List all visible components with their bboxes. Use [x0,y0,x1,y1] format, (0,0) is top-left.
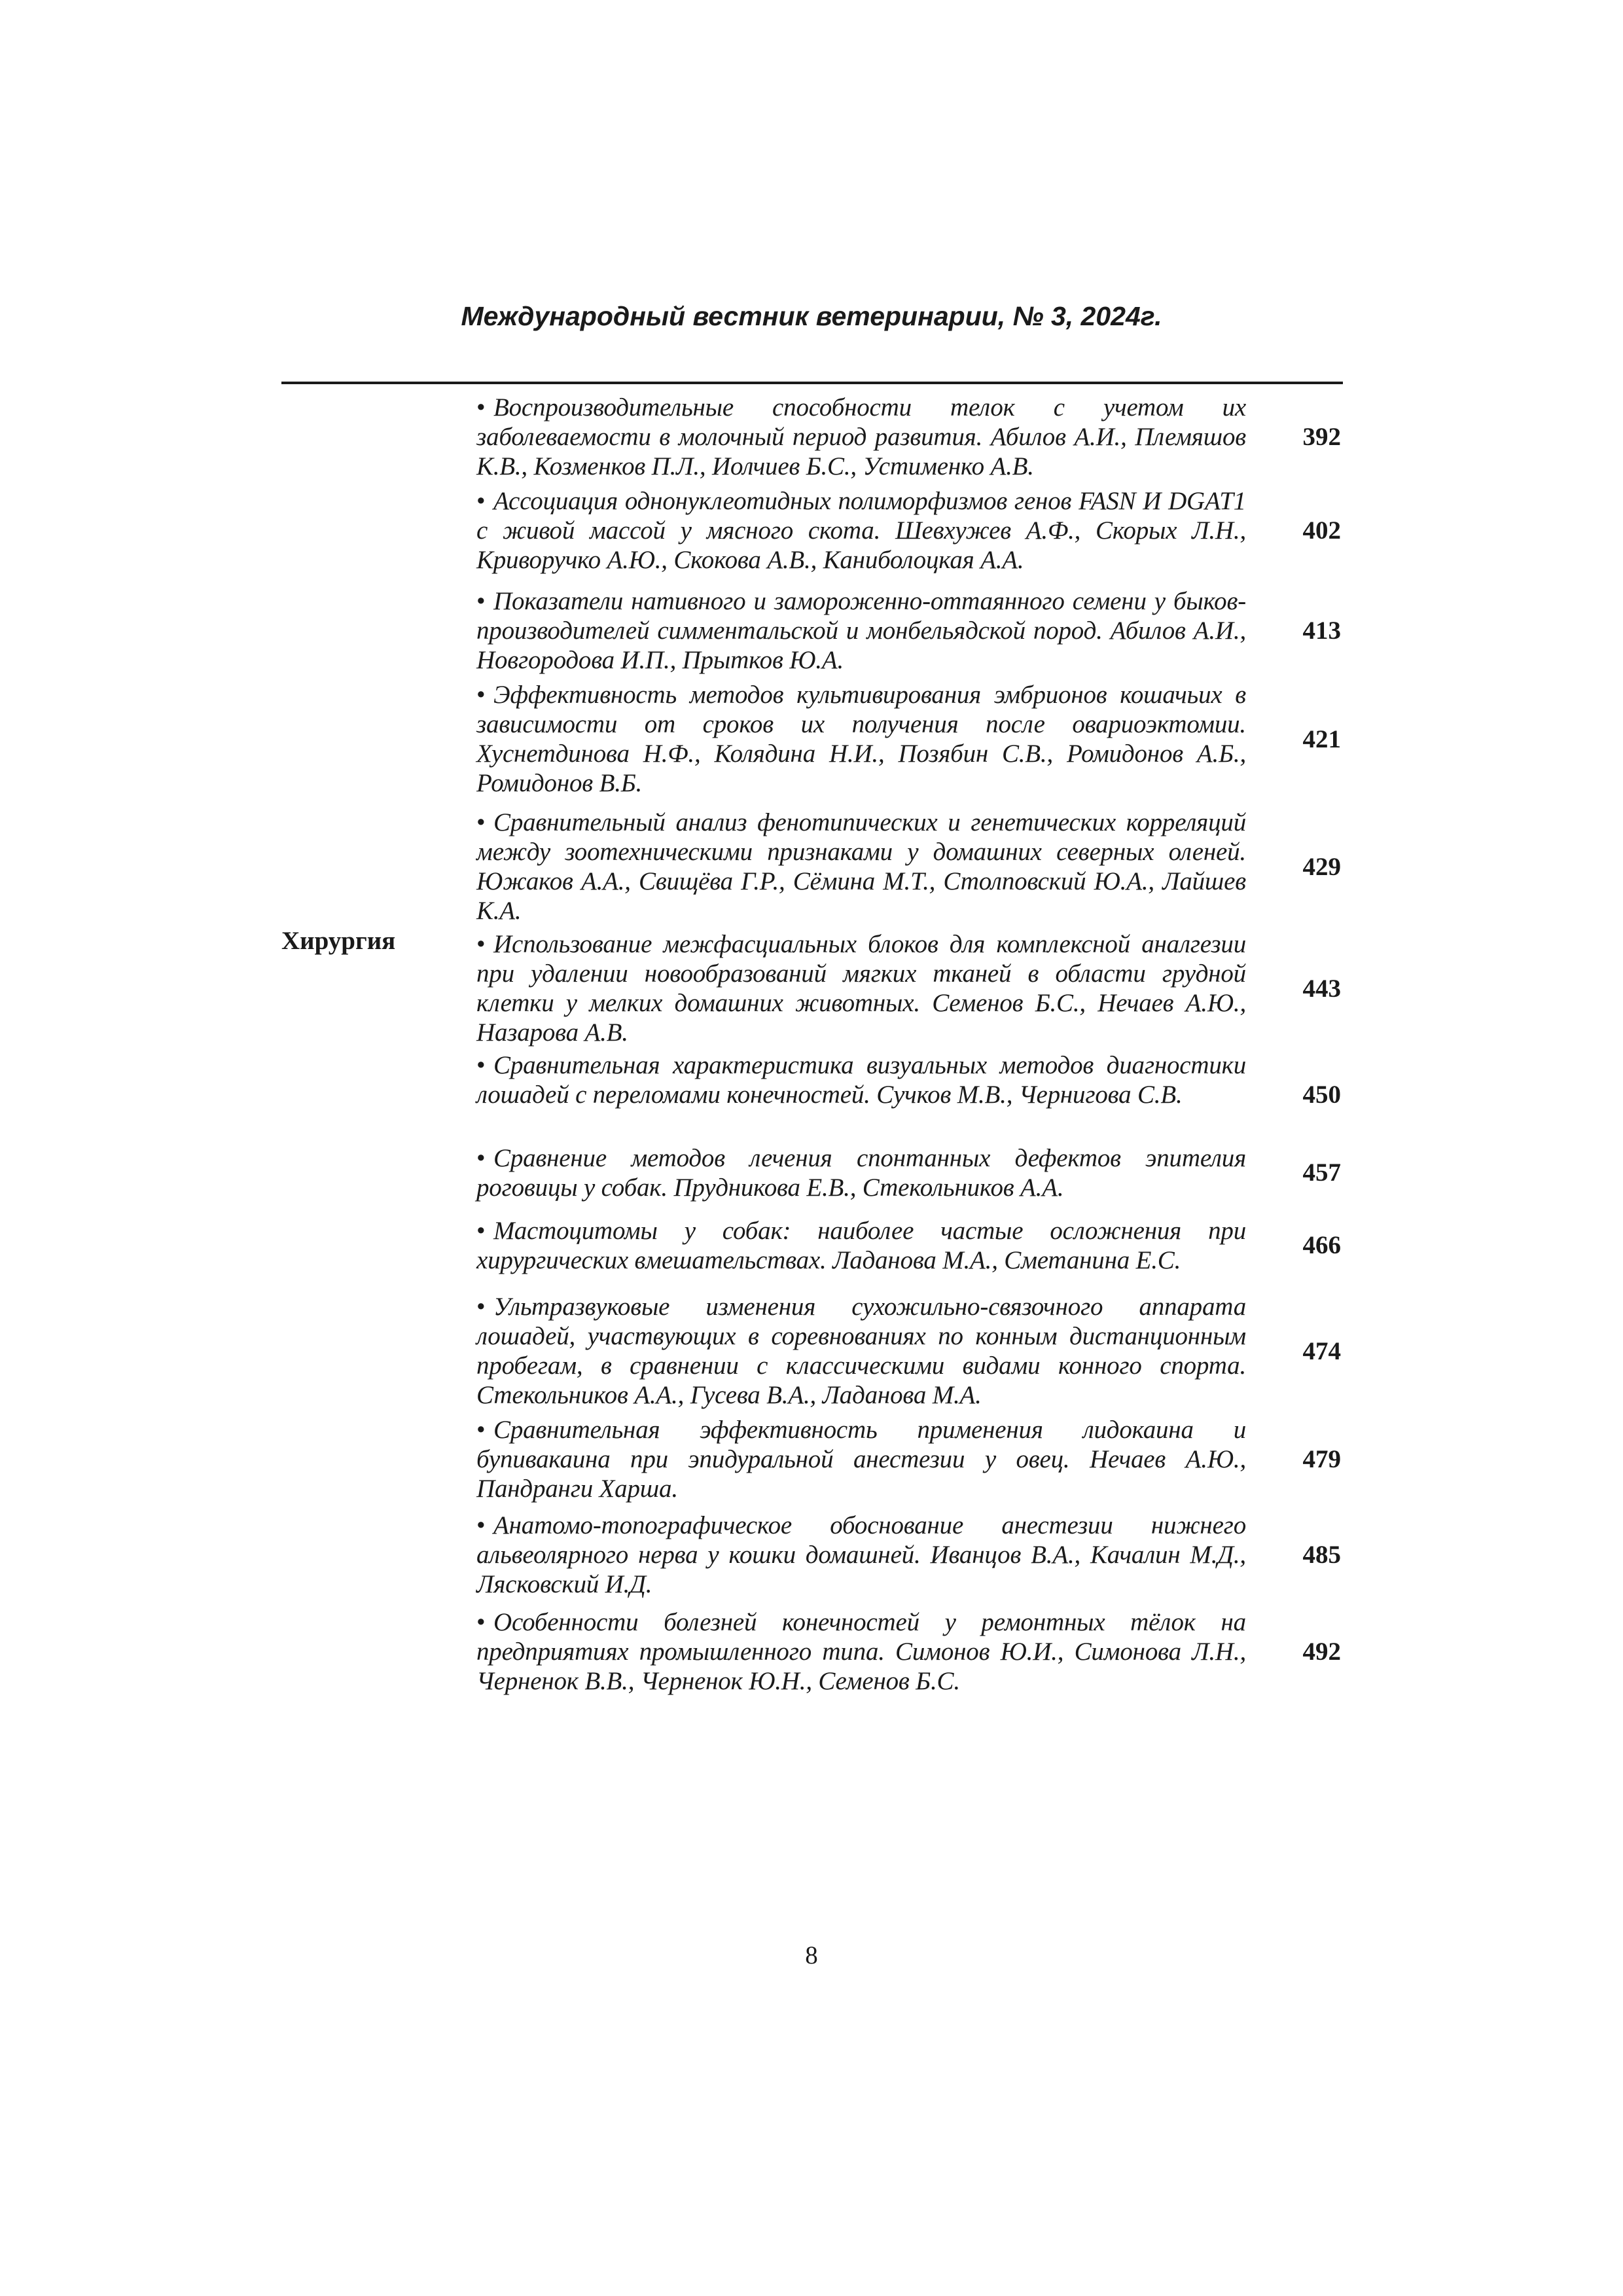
toc-entry [476,1292,1341,1410]
entry-text: Особенности болезней конечностей у ремонтных тёлок на предприятиях промышленного типа. Симонов Ю.И., Симонова Л.Н., Черненок В.В., Черненок Ю.Н., Семенов Б.С. [476,1608,1246,1695]
toc-entry [476,586,1341,675]
entry-text: Воспроизводительные способности телок с учетом их заболеваемости в молочный период развития. Абилов А.И., Племяшов К.В., Козменков П.Л., Иолчиев Б.С., Устименко А.В. [476,393,1246,480]
entry-text: Анатомо-топографическое обоснование анестезии нижнего альвеолярного нерва у кошки домашней. Иванцов В.А., Качалин М.Д., Лясковский И.Д. [476,1511,1246,1598]
bullet-icon: • [476,1217,486,1245]
bullet-icon: • [476,681,486,709]
bullet-icon: • [476,587,486,615]
entry-page-number: 392 [1302,423,1341,451]
bullet-icon: • [476,930,486,958]
entry-text: Ультразвуковые изменения сухожильно-связочного аппарата лошадей, участвующих в соревнованиях по конным дистанционным пробегам, в сравнении с классическими видами конного спорта. Стекольников А.А., Гусева В.А., Ладанова М.А. [476,1293,1246,1409]
entry-page-number: 479 [1302,1445,1341,1473]
entry-text: Эффективность методов культивирования эмбрионов кошачьих в зависимости от сроков их получения после овариоэктомии. Хуснетдинова Н.Ф., Колядина Н.И., Позябин С.В., Ромидонов А.Б., Ромидонов В.Б. [476,681,1246,797]
entry-page-number: 402 [1302,516,1341,545]
toc-entry [476,680,1341,798]
bullet-icon: • [476,808,486,836]
toc-entry [476,1050,1341,1139]
entry-text: Сравнительный анализ фенотипических и генетических корреляций между зоотехническими признаками у домашних северных оленей. Южаков А.А., Свищёва Г.Р., Сёмина М.Т., Столповский Ю.А., Лайшев К.А. [476,808,1246,925]
section-label-surgery: Хирургия [281,927,396,955]
entry-page-number: 492 [1302,1638,1341,1666]
entry-text: Мастоцитомы у собак: наиболее частые осложнения при хирургических вмешательствах. Ладанова М.А., Сметанина Е.С. [476,1217,1246,1274]
toc-entry [476,1143,1341,1202]
entry-page-number: 450 [1302,1081,1341,1109]
entry-page-number: 466 [1302,1231,1341,1259]
bullet-icon: • [476,393,486,422]
entry-page-number: 413 [1302,617,1341,645]
entry-text: Сравнительная эффективность применения лидокаина и бупивакаина при эпидуральной анестезии у овец. Нечаев А.Ю., Пандранги Харша. [476,1416,1246,1503]
page-number: 8 [805,1941,818,1969]
entry-page-number: 457 [1302,1158,1341,1187]
entry-page-number: 474 [1302,1337,1341,1365]
entry-text: Сравнение методов лечения спонтанных дефектов эпителия роговицы у собак. Прудникова Е.В., Стекольников А.А. [476,1144,1246,1202]
entry-page-number: 421 [1302,725,1341,753]
bullet-icon: • [476,487,486,515]
bullet-icon: • [476,1051,486,1079]
bullet-icon: • [476,1144,486,1172]
toc-entry [476,486,1341,575]
entry-page-number: 429 [1302,853,1341,881]
entry-page-number: 443 [1302,975,1341,1003]
toc-entry [476,1511,1341,1599]
bullet-icon: • [476,1511,486,1539]
entry-text: Ассоциация однонуклеотидных полиморфизмов генов FASN И DGAT1 с живой массой у мясного скота. Шевхужев А.Ф., Скорых Л.Н., Криворучко А.Ю., Скокова А.В., Каниболоцкая А.А. [476,487,1246,574]
bullet-icon: • [476,1416,486,1444]
toc-entry [476,1216,1341,1275]
bullet-icon: • [476,1293,486,1321]
header-rule [281,382,1343,384]
entry-text: Показатели нативного и замороженно-оттаянного семени у быков-производителей симментальской и монбельядской пород. Абилов А.И., Новгородова И.П., Прытков Ю.А. [476,587,1246,674]
toc-entry [476,393,1341,481]
toc-entry [476,1607,1341,1696]
toc-entry [476,808,1341,925]
entry-page-number: 485 [1302,1541,1341,1569]
entry-text: Сравнительная характеристика визуальных методов диагностики лошадей с переломами конечностей. Сучков М.В., Чернигова С.В. [476,1051,1246,1109]
toc-entry [476,929,1341,1047]
running-head: Международный вестник ветеринарии, № 3, 2024г. [461,301,1162,331]
bullet-icon: • [476,1608,486,1636]
entry-text: Использование межфасциальных блоков для комплексной аналгезии при удалении новообразований мягких тканей в области грудной клетки у мелких домашних животных. Семенов Б.С., Нечаев А.Ю., Назарова А.В. [476,930,1246,1047]
toc-entry [476,1415,1341,1503]
